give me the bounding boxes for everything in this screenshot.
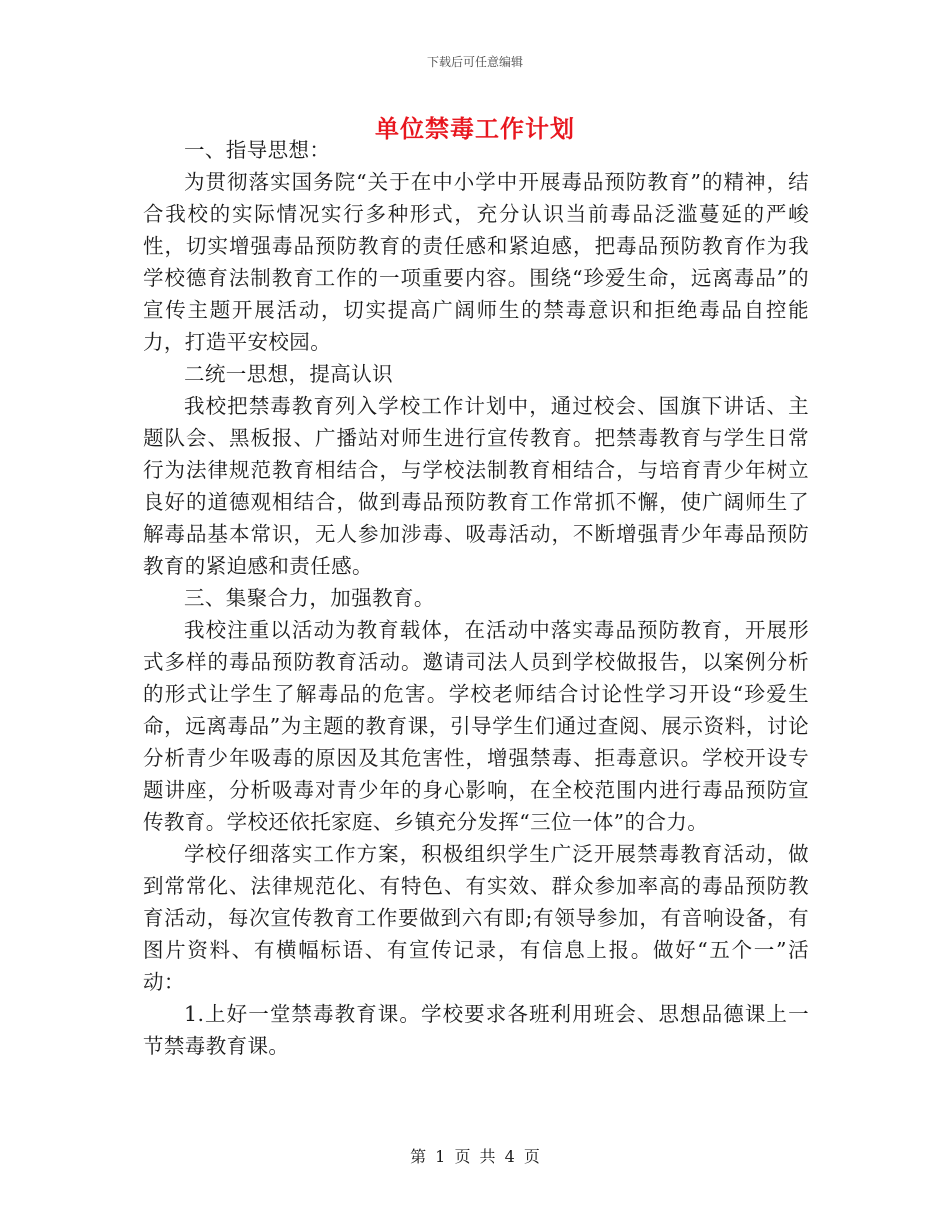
section-heading-guiding-thought: 一、指导思想： xyxy=(184,138,331,162)
section-heading-gather-strength: 三、集聚合力，加强教育。 xyxy=(184,586,435,610)
paragraph: 我校注重以活动为教育载体，在活动中落实毒品预防教育，开展形式多样的毒品预防教育活动。邀请司法人员到学校做报告，以案例分析的形式让学生了解毒品的危害。学校老师结合讨论性学习开设“珍爱生命，远离毒品”为主题的教育课，引导学生们通过查阅、展示资料，讨论分析青少年吸毒的原因及其危害性，增强禁毒、拒毒意识。学校开设专题讲座，分析吸毒对青少年的身心影响，在全校范围内进行毒品预防宣传教育。学校还依托家庭、乡镇充分发挥“三位一体”的合力。 xyxy=(143,618,809,834)
paragraph: 学校仔细落实工作方案，积极组织学生广泛开展禁毒教育活动，做到常常化、法律规范化、有特色、有实效、群众参加率高的毒品预防教育活动，每次宣传教育工作要做到六有即;有领导参加，有音响设备，有图片资料、有横幅标语、有宣传记录，有信息上报。做好“五个一”活动： xyxy=(143,842,809,994)
paragraph: 为贯彻落实国务院“关于在中小学中开展毒品预防教育”的精神，结合我校的实际情况实行多种形式，充分认识当前毒品泛滥蔓延的严峻性，切实增强毒品预防教育的责任感和紧迫感，把毒品预防教育作为我学校德育法制教育工作的一项重要内容。围绕“珍爱生命，远离毒品”的宣传主题开展活动，切实提高广阔师生的禁毒意识和拒绝毒品自控能力，打造平安校园。 xyxy=(143,170,809,354)
page-number: 第 1 页 共 4 页 xyxy=(410,1147,540,1166)
section-heading-unify-thinking: 二统一思想，提高认识 xyxy=(184,362,393,386)
paragraph: 我校把禁毒教育列入学校工作计划中，通过校会、国旗下讲话、主题队会、黑板报、广播站对师生进行宣传教育。把禁毒教育与学生日常行为法律规范教育相结合，与学校法制教育相结合，与培育青少年树立良好的道德观相结合，做到毒品预防教育工作常抓不懈，使广阔师生了解毒品基本常识，无人参加涉毒、吸毒活动，不断增强青少年毒品预防教育的紧迫感和责任感。 xyxy=(143,394,809,578)
document-title: 单位禁毒工作计划 xyxy=(375,115,575,143)
document-body xyxy=(143,134,809,1062)
header-note: 下载后可任意编辑 xyxy=(426,55,523,69)
list-item: 1.上好一堂禁毒教育课。学校要求各班利用班会、思想品德课上一节禁毒教育课。 xyxy=(143,1002,809,1058)
